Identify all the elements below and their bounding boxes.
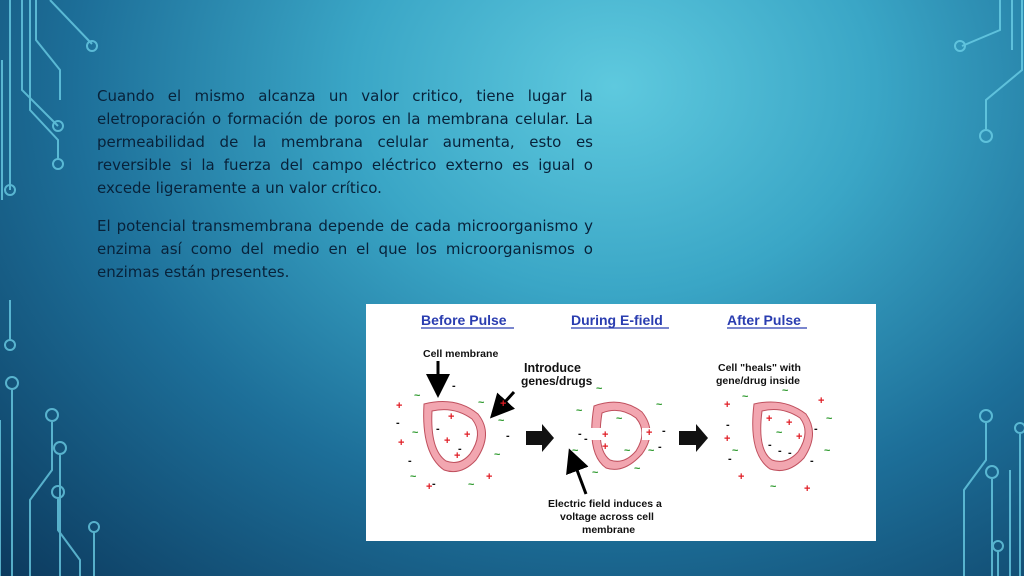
svg-text:~: ~ [782,385,789,397]
svg-text:-: - [814,423,818,435]
svg-text:-: - [768,439,772,451]
svg-text:-: - [788,447,792,459]
arrow-right-2 [679,424,708,452]
arrow-efield [571,454,586,494]
svg-text:+: + [724,399,731,411]
svg-text:~: ~ [624,445,631,457]
svg-text:~: ~ [732,445,739,457]
svg-text:+: + [602,429,609,441]
svg-text:~: ~ [634,463,641,475]
svg-text:~: ~ [826,413,833,425]
label-efield-line1: Electric field induces a [548,498,662,510]
svg-text:+: + [398,437,405,449]
arrow-right-1 [526,424,554,452]
svg-text:-: - [658,441,662,453]
svg-text:-: - [810,455,814,467]
svg-text:-: - [778,445,782,457]
svg-text:~: ~ [576,405,583,417]
svg-text:+: + [786,417,793,429]
svg-text:-: - [408,455,412,467]
svg-text:-: - [396,417,400,429]
svg-text:+: + [646,427,653,439]
svg-text:+: + [724,433,731,445]
svg-text:+: + [464,429,471,441]
body-text [97,85,593,299]
svg-text:+: + [818,395,825,407]
svg-text:+: + [766,413,773,425]
svg-text:-: - [584,433,588,445]
svg-text:~: ~ [494,449,501,461]
svg-text:-: - [726,419,730,431]
svg-text:~: ~ [776,427,783,439]
paragraph-transmembrane: El potencial transmembrana depende de cada microorganismo y enzima así como del medio en el que los microorganismos o enzimas están presentes. [97,217,593,281]
header-after-pulse: After Pulse [727,312,801,328]
svg-text:-: - [728,453,732,465]
svg-text:-: - [458,443,462,455]
svg-text:~: ~ [592,467,599,479]
svg-text:-: - [662,425,666,437]
svg-text:~: ~ [572,445,579,457]
svg-text:~: ~ [468,479,475,491]
svg-text:~: ~ [824,445,831,457]
svg-text:~: ~ [410,471,417,483]
label-introduce: Introduce [524,361,581,375]
svg-text:~: ~ [414,390,421,402]
svg-text:~: ~ [770,481,777,493]
label-genes-drugs: genes/drugs [521,374,593,388]
svg-text:-: - [578,428,582,440]
label-efield-line2: voltage across cell [560,511,654,523]
cell-after [753,402,813,471]
paragraph-electroporation: Cuando el mismo alcanza un valor critico, tiene lugar la eletroporación o formación de poros en la membrana celular. La permeabilidad de la membrana celular aumenta, esto es reversible si la fuerza del campo eléctrico externo es igual o excede ligeramente a un valor crítico. [97,87,593,197]
svg-text:~: ~ [656,399,663,411]
svg-text:~: ~ [412,427,419,439]
label-heals: Cell "heals" with [718,362,801,374]
svg-text:+: + [796,431,803,443]
svg-text:~: ~ [478,397,485,409]
svg-text:+: + [804,483,811,495]
header-before-pulse: Before Pulse [421,312,507,328]
svg-text:+: + [396,400,403,412]
svg-text:~: ~ [742,391,749,403]
label-efield-line3: membrane [582,524,636,536]
svg-text:+: + [486,471,493,483]
label-cell-membrane: Cell membrane [423,348,499,360]
svg-text:-: - [506,430,510,442]
header-during-efield: During E-field [571,312,663,328]
svg-text:+: + [738,471,745,483]
svg-text:~: ~ [616,413,623,425]
svg-text:-: - [452,380,456,392]
electroporation-figure [366,304,876,541]
svg-text:+: + [602,441,609,453]
svg-text:+: + [444,435,451,447]
svg-text:~: ~ [498,415,505,427]
svg-text:~: ~ [596,383,603,395]
svg-text:+: + [426,481,433,493]
svg-text:+: + [448,411,455,423]
label-gene-drug-inside: gene/drug inside [716,375,801,387]
svg-text:-: - [432,478,436,490]
svg-text:+: + [500,398,507,410]
svg-text:+: + [454,450,461,462]
svg-text:~: ~ [648,445,655,457]
svg-text:-: - [436,423,440,435]
